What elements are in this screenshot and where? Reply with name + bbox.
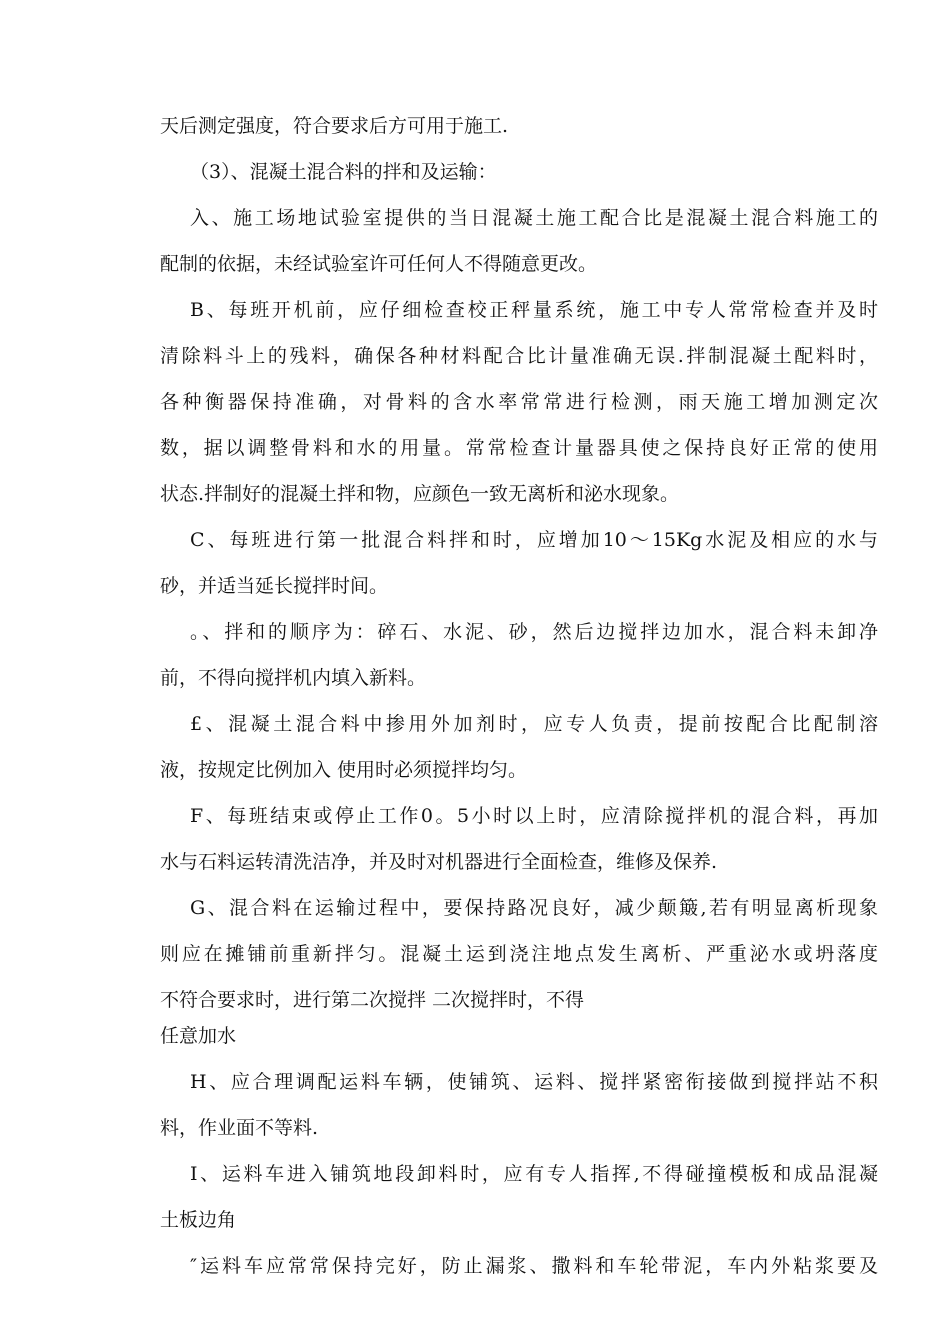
paragraph-j-line-1: ″运料车应常常保持完好，防止漏浆、撒料和车轮带泥，车内外粘浆要及	[190, 1255, 878, 1277]
paragraph-a-line-1: 入、施工场地试验室提供的当日混凝土施工配合比是混凝土混合料施工的	[190, 207, 878, 229]
paragraph-c-line-2: 砂，并适当延长搅拌时间。	[160, 575, 389, 597]
paragraph-b-line-4: 数，据以调整骨料和水的用量。常常检查计量器具使之保持良好正常的使用	[160, 437, 878, 459]
paragraph-g-line-3: 不符合要求时，进行第二次搅拌 二次搅拌时，不得	[160, 989, 585, 1011]
paragraph-a-line-2: 配制的依据，未经试验室许可任何人不得随意更改。	[160, 253, 598, 275]
paragraph-i-line-2: 土板边角	[160, 1209, 237, 1231]
paragraph-b-line-5: 状态.拌制好的混凝土拌和物，应颜色一致无离析和泌水现象。	[160, 483, 680, 505]
paragraph-h-line-1: H、应合理调配运料车辆，使铺筑、运料、搅拌紧密衔接做到搅拌站不积	[190, 1071, 878, 1093]
paragraph-g-line-2: 则应在摊铺前重新拌匀。混凝土运到浇注地点发生离析、严重泌水或坍落度	[160, 943, 878, 965]
paragraph-b-line-3: 各种衡器保持准确，对骨料的含水率常常进行检测，雨天施工增加测定次	[160, 391, 878, 413]
section-heading: （3）、混凝土混合料的拌和及运输：	[190, 161, 497, 183]
paragraph-i-line-1: I、运料车进入铺筑地段卸料时，应有专人指挥,不得碰撞模板和成品混凝	[190, 1163, 878, 1185]
paragraph-d-line-1: 。、拌和的顺序为：碎石、水泥、砂，然后边搅拌边加水，混合料未卸净	[190, 621, 878, 643]
paragraph-e-line-2: 液，按规定比例加入 使用时必须搅拌均匀。	[160, 759, 528, 781]
paragraph-b-line-2: 清除料斗上的残料，确保各种材料配合比计量准确无误.拌制混凝土配料时，	[160, 345, 878, 367]
text-line-1: 天后测定强度，符合要求后方可用于施工.	[160, 115, 509, 137]
paragraph-f-line-2: 水与石料运转清洗洁净，并及时对机器进行全面检查，维修及保养.	[160, 851, 718, 873]
paragraph-f-line-1: F、每班结束或停止工作0。5小时以上时，应清除搅拌机的混合料，再加	[190, 805, 878, 827]
paragraph-g-line-4: 任意加水	[160, 1025, 237, 1047]
paragraph-h-line-2: 料，作业面不等料.	[160, 1117, 319, 1139]
paragraph-e-line-1: £、混凝土混合料中掺用外加剂时，应专人负责，提前按配合比配制溶	[190, 713, 878, 735]
paragraph-g-line-1: G、混合料在运输过程中，要保持路况良好，减少颠簸,若有明显离析现象	[190, 897, 878, 919]
paragraph-b-line-1: B、每班开机前，应仔细检查校正秤量系统，施工中专人常常检查并及时	[190, 299, 878, 321]
paragraph-d-line-2: 前，不得向搅拌机内填入新料。	[160, 667, 427, 689]
paragraph-c-line-1: C、每班进行第一批混合料拌和时，应增加10〜15Kg水泥及相应的水与	[190, 529, 878, 551]
